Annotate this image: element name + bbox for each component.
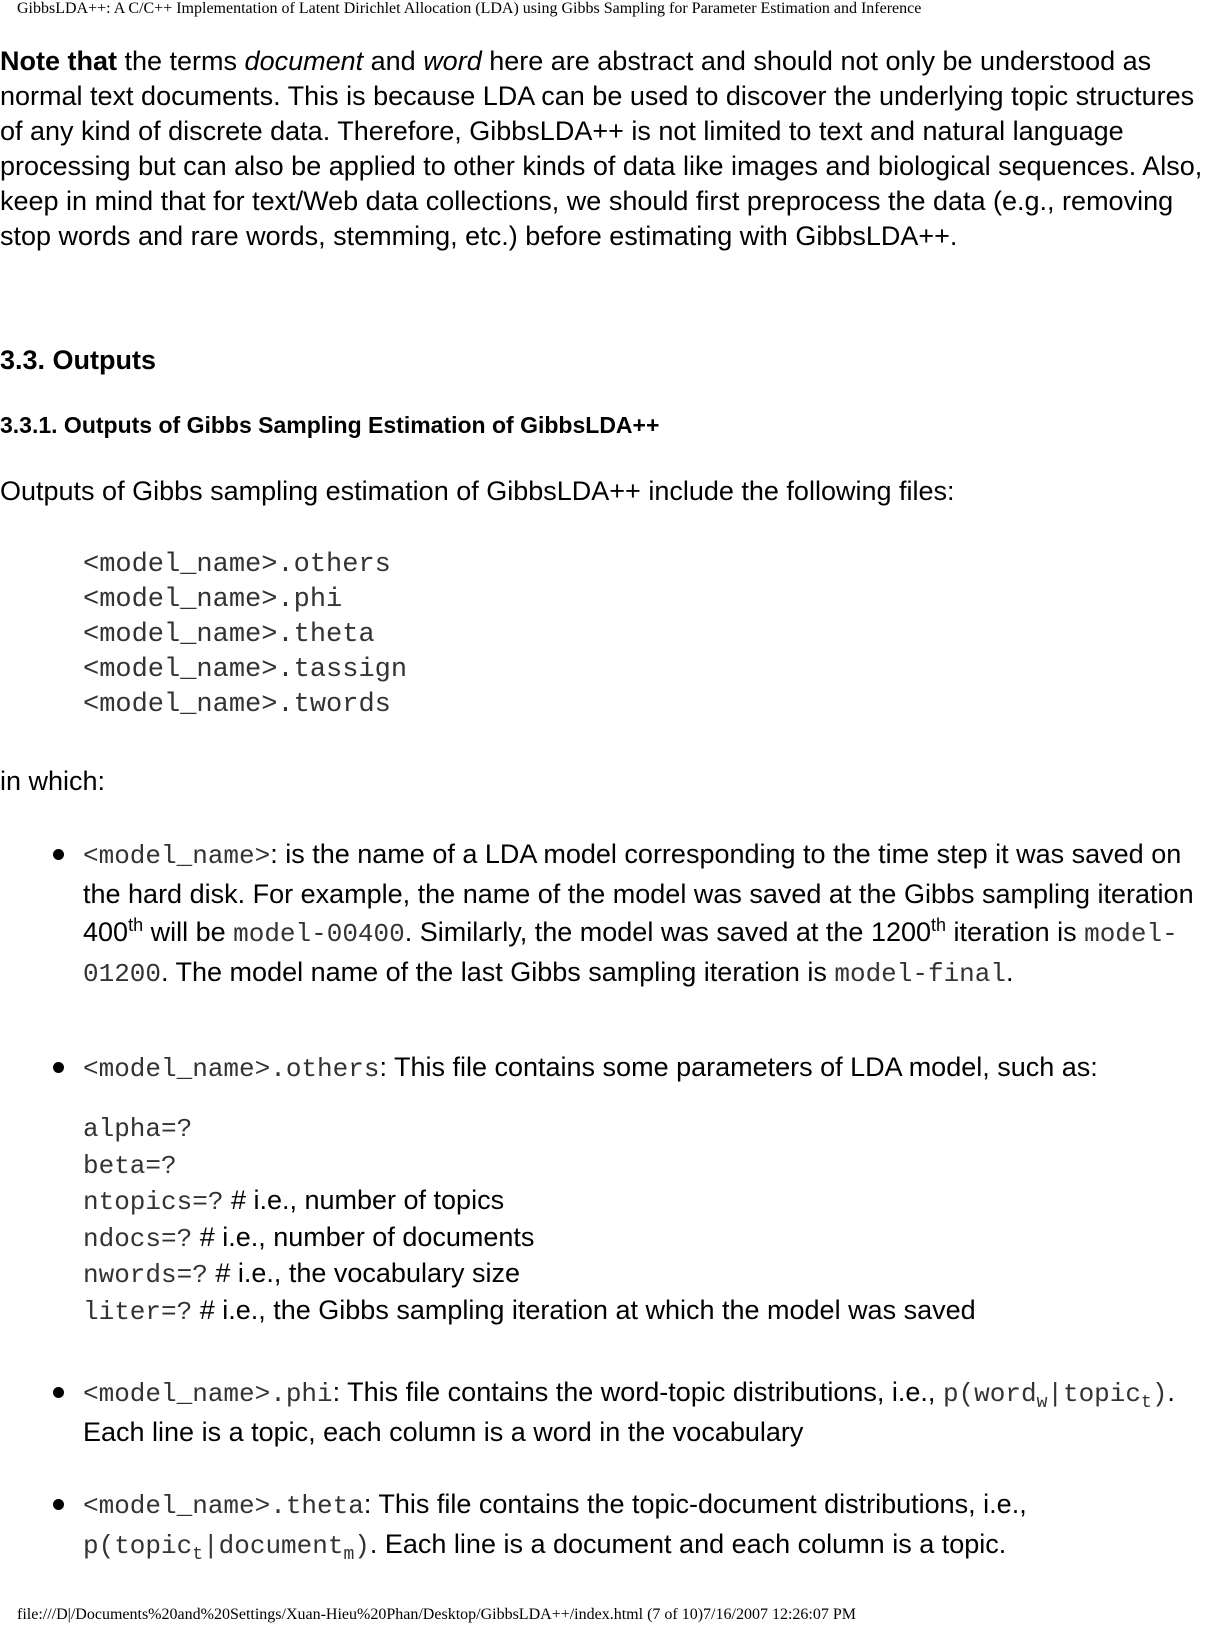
parameter-line [83,1256,1208,1293]
param-code: alpha=? [83,1114,193,1144]
intro-text-2: and [363,46,424,76]
item-text: . Similarly, the model was saved at the 1200 [404,917,932,947]
parameter-line [83,1147,1208,1184]
bullet-icon [53,849,64,860]
file-name: <model_name>.twords [83,690,391,720]
list-item-phi [83,1373,1208,1451]
item-text: . Each line is a topic, each column is a word in the vocabulary [83,1377,1175,1447]
superscript: th [931,915,947,935]
subscript: m [343,1545,355,1566]
intro-text-1: the terms [117,46,245,76]
formula-part: ) [1151,1379,1168,1409]
code-example: model-00400 [233,919,405,949]
parameter-line [83,1183,1208,1220]
param-code: liter=? [83,1296,193,1327]
superscript: th [128,915,144,935]
formula-part: |document [203,1531,344,1561]
in-which-label: in which: [0,766,106,796]
file-name: <model_name>.others [83,550,391,580]
formula-part: p(topic [83,1531,193,1561]
section-heading: 3.3. Outputs [0,345,157,375]
item-text: . [1006,957,1014,987]
list-item-model-name [83,835,1208,993]
bullet-icon [53,1387,64,1398]
subscript: t [1141,1393,1152,1414]
param-code: ntopics=? [83,1187,224,1217]
code-file-name: <model_name>.theta [83,1491,364,1521]
file-name: <model_name>.theta [83,620,375,650]
formula [83,1531,370,1566]
list-item-theta [83,1485,1208,1565]
item-text: : is the name of a LDA model corresponding to the time step it was saved on the hard disk. For example, the name of the model was saved at the Gibbs sampling iteration 400 [83,839,1194,947]
code-model-name: <model_name> [83,841,271,871]
formula-part: p(word [942,1379,1037,1409]
formula-part: ) [354,1531,370,1561]
subscript: t [192,1545,204,1566]
item-text: iteration is [946,917,1085,947]
param-code: beta=? [83,1150,177,1181]
list-item-others [83,1048,1208,1329]
intro-paragraph [0,44,1220,254]
param-code: nwords=? [83,1260,208,1290]
item-text: . The model name of the last Gibbs sampling iteration is [161,957,835,987]
page-footer-path: file:///D|/Documents%20and%20Settings/Xuan-Hieu%20Phan/Desktop/GibbsLDA++/index.html (7 of 10)7/16/2007 12:26:07 PM [17,1606,856,1623]
output-file-list [83,548,407,723]
param-code: ndocs=? [83,1223,193,1254]
file-name: <model_name>.phi [83,585,343,615]
bullet-icon [53,1062,64,1073]
item-text: will be [143,917,234,947]
formula-part: |topic [1047,1379,1141,1409]
intro-em-word: word [423,46,482,76]
parameter-line [83,1110,1208,1147]
code-file-name: <model_name>.others [83,1054,380,1084]
param-comment: # i.e., the Gibbs sampling iteration at which the model was saved [192,1294,976,1325]
param-comment: # i.e., number of documents [192,1221,535,1252]
item-text: : This file contains some parameters of LDA model, such as: [379,1052,1098,1082]
parameter-line [83,1220,1208,1257]
outputs-intro: Outputs of Gibbs sampling estimation of GibbsLDA++ include the following files: [0,476,955,506]
subscript: w [1036,1393,1048,1414]
code-file-name: <model_name>.phi [83,1379,333,1409]
param-comment: # i.e., the vocabulary size [207,1258,520,1288]
item-text: : This file contains the topic-document distributions, i.e., [363,1489,1027,1519]
bullet-icon [53,1499,64,1510]
file-name: <model_name>.tassign [83,655,408,685]
page-header-title: GibbsLDA++: A C/C++ Implementation of Latent Dirichlet Allocation (LDA) using Gibbs Sampling for Parameter Estimation and Inference [17,0,922,17]
param-comment: # i.e., number of topics [223,1185,505,1215]
intro-em-document: document [244,46,364,76]
item-text: . Each line is a document and each column is a topic. [369,1529,1007,1559]
intro-text-3: here are abstract and should not only be understood as normal text documents. This is because LDA can be used to discover the underlying topic structures of any kind of discrete data. Therefore, GibbsLDA++ is not limited to text and natural language processing but can also be applied to other kinds of data like images and biological sequences. Also, keep in mind that for text/Web data collections, we should first preprocess the data (e.g., removing stop words and rare words, stemming, etc.) before estimating with GibbsLDA++. [0,46,1203,251]
code-example: model-01200 [83,919,1178,989]
parameter-list [83,1110,1208,1329]
item-text: : This file contains the word-topic distributions, i.e., [332,1377,943,1407]
intro-bold-lead: Note that [0,46,117,76]
code-example: model-final [834,959,1006,989]
subsection-heading: 3.3.1. Outputs of Gibbs Sampling Estimation of GibbsLDA++ [0,412,660,438]
formula [942,1379,1168,1414]
parameter-line [83,1293,1208,1330]
